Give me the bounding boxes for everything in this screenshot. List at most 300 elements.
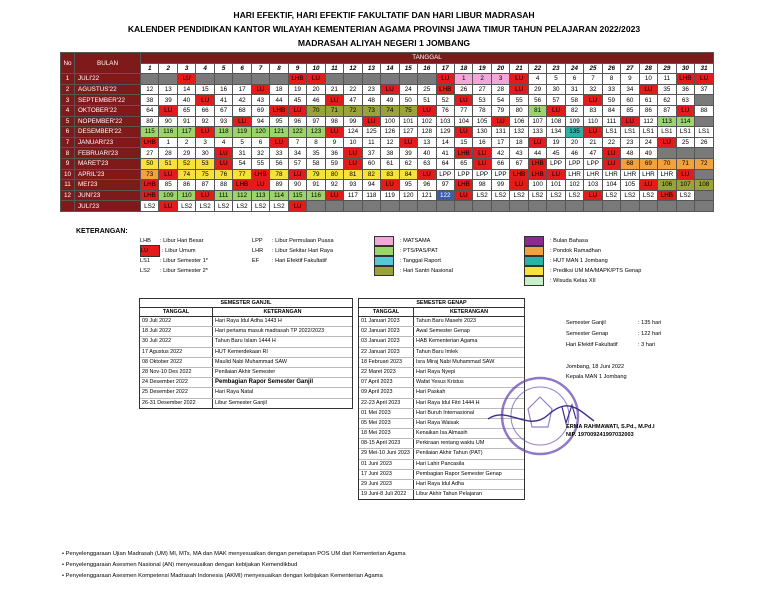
- day-cell: 78: [270, 169, 288, 180]
- day-cell: LU: [251, 84, 269, 95]
- day-cell: 22: [602, 137, 620, 148]
- day-cell: LHB: [510, 169, 528, 180]
- day-cell: 75: [196, 169, 214, 180]
- day-cell: 91: [307, 180, 325, 191]
- day-cell: 56: [528, 95, 546, 106]
- day-cell: LPP: [547, 158, 565, 169]
- schedule-date: 22 Maret 2023: [359, 368, 414, 377]
- legend-item: [140, 246, 208, 256]
- day-cell: [584, 201, 602, 212]
- day-cell: [418, 74, 436, 85]
- day-cell: 135: [565, 127, 583, 138]
- day-cell: 11: [658, 74, 676, 85]
- day-cell: LU: [344, 148, 362, 159]
- row-number: 7: [61, 137, 75, 148]
- day-cell: 55: [251, 158, 269, 169]
- day-cell: 19: [547, 137, 565, 148]
- day-cell: 62: [399, 158, 417, 169]
- day-cell: 114: [676, 116, 694, 127]
- legend-text: : Hari Santri Nasional: [400, 268, 453, 274]
- semester-genap-header: [359, 308, 524, 317]
- day-cell: 72: [344, 105, 362, 116]
- day-cell: LS1: [658, 127, 676, 138]
- day-cell: 33: [602, 84, 620, 95]
- day-cell: [695, 95, 714, 106]
- day-cell: LU: [454, 127, 472, 138]
- day-cell: 64: [141, 105, 159, 116]
- day-cell: 30: [547, 84, 565, 95]
- day-number: 13: [362, 63, 380, 74]
- day-cell: LHB: [436, 84, 454, 95]
- day-cell: 103: [436, 116, 454, 127]
- day-cell: LHR: [584, 169, 602, 180]
- day-cell: LU: [325, 190, 343, 201]
- day-number: 31: [695, 63, 714, 74]
- day-number: 6: [233, 63, 251, 74]
- tanggal-header: TANGGAL: [141, 53, 714, 64]
- schedule-date: 18 Februari 2023: [359, 358, 414, 367]
- day-cell: 86: [177, 180, 195, 191]
- day-cell: 64: [436, 158, 454, 169]
- row-number: 2: [61, 84, 75, 95]
- summary-label: Hari Efektif Fakultatif: [566, 342, 618, 348]
- day-cell: 127: [399, 127, 417, 138]
- legend-text: : Libur Semester 1*: [160, 258, 208, 264]
- day-number: 27: [621, 63, 639, 74]
- legend-colors-1: [374, 236, 453, 276]
- day-cell: 54: [233, 158, 251, 169]
- day-cell: LU: [695, 74, 714, 85]
- legend-code: EF: [252, 258, 260, 264]
- schedule-date: 29 Mei-10 Juni 2023: [359, 449, 414, 458]
- day-cell: 23: [362, 84, 380, 95]
- month-label: NOPEMBER'22: [75, 116, 141, 127]
- day-cell: LU: [418, 105, 436, 116]
- day-number: 18: [454, 63, 472, 74]
- day-cell: 8: [602, 74, 620, 85]
- day-cell: 80: [510, 105, 528, 116]
- schedule-date: 26-31 Desember 2022: [140, 399, 213, 408]
- schedule-date: 17 Juni 2023: [359, 470, 414, 479]
- calendar-body: [61, 74, 714, 212]
- day-cell: 93: [344, 180, 362, 191]
- day-number: 15: [399, 63, 417, 74]
- day-cell: 3: [491, 74, 509, 85]
- legend-text: : Libur Umum: [162, 248, 196, 254]
- day-cell: LPP: [565, 158, 583, 169]
- day-cell: 119: [381, 190, 399, 201]
- day-cell: 111: [602, 116, 620, 127]
- day-cell: LU: [177, 74, 195, 85]
- day-cell: 66: [196, 105, 214, 116]
- day-cell: LU: [325, 95, 343, 106]
- legend-code: LS1: [140, 258, 150, 264]
- day-cell: [510, 201, 528, 212]
- schedule-row: [359, 460, 524, 470]
- schedule-description: Pembagian Rapor Semester Genap: [416, 470, 502, 477]
- day-cell: LS2: [639, 190, 657, 201]
- day-cell: 14: [177, 84, 195, 95]
- day-cell: LS2: [233, 201, 251, 212]
- day-cell: 6: [565, 74, 583, 85]
- day-number: 25: [584, 63, 602, 74]
- day-cell: 7: [584, 74, 602, 85]
- day-cell: 82: [565, 105, 583, 116]
- day-cell: 99: [344, 116, 362, 127]
- schedule-description: Hari pertama masuk madrasah TP 2022/2023: [215, 328, 325, 335]
- summary-value: : 3 hari: [638, 342, 656, 348]
- day-cell: LU: [510, 180, 528, 191]
- schedule-date: 22-23 April 2023: [359, 399, 414, 408]
- day-number: 9: [288, 63, 306, 74]
- day-cell: [362, 74, 380, 85]
- day-cell: 36: [676, 84, 694, 95]
- day-cell: [695, 169, 714, 180]
- day-cell: 92: [325, 180, 343, 191]
- day-cell: LU: [196, 127, 214, 138]
- day-number: 20: [491, 63, 509, 74]
- day-cell: LU: [288, 201, 306, 212]
- schedule-description: Perkiraan rentang waktu UM: [416, 440, 485, 447]
- day-cell: LHB: [270, 105, 288, 116]
- footnote-item: [62, 560, 406, 571]
- semester-ganjil-table: [139, 298, 353, 409]
- day-cell: 9: [621, 74, 639, 85]
- title-line-1: HARI EFEKTIF, HARI EFEKTIF FAKULTATIF DAN HARI LIBUR MADRASAH: [233, 10, 535, 20]
- day-cell: 82: [362, 169, 380, 180]
- day-cell: 108: [695, 180, 714, 191]
- calendar-table: [60, 52, 714, 212]
- day-cell: 20: [307, 84, 325, 95]
- day-cell: 115: [141, 127, 159, 138]
- schedule-date: 19 Juni-8 Juli 2022: [359, 490, 414, 499]
- col-keterangan: KETERANGAN: [449, 309, 489, 315]
- day-cell: 102: [418, 116, 436, 127]
- schedule-description: Tahun Baru Islam 1444 H: [215, 338, 276, 345]
- schedule-description: Hari Paskah: [416, 389, 446, 396]
- schedule-description: Libur Semester Ganjil: [215, 399, 267, 406]
- day-cell: 100: [528, 180, 546, 191]
- day-cell: [344, 74, 362, 85]
- day-cell: 27: [141, 148, 159, 159]
- day-cell: 107: [676, 180, 694, 191]
- schedule-date: 05 Mei 2023: [359, 419, 414, 428]
- legend-item: [252, 256, 334, 266]
- day-cell: 38: [141, 95, 159, 106]
- schedule-row: [359, 337, 524, 347]
- day-cell: 27: [473, 84, 491, 95]
- day-cell: 90: [159, 116, 177, 127]
- day-cell: LU: [639, 84, 657, 95]
- day-cell: [233, 74, 251, 85]
- day-cell: [381, 201, 399, 212]
- legend-text: : Tanggal Raport: [400, 258, 441, 264]
- day-cell: 29: [177, 148, 195, 159]
- day-cell: LS1: [602, 127, 620, 138]
- day-cell: LU: [159, 201, 177, 212]
- day-cell: 126: [381, 127, 399, 138]
- day-cell: 76: [436, 105, 454, 116]
- day-cell: [325, 74, 343, 85]
- day-cell: 92: [196, 116, 214, 127]
- schedule-description: Penilaian Akhir Tahun (PAT): [416, 450, 483, 457]
- day-cell: LU: [159, 169, 177, 180]
- day-cell: 21: [325, 84, 343, 95]
- legend-swatch: [524, 266, 544, 276]
- day-cell: [676, 201, 694, 212]
- day-cell: 29: [528, 84, 546, 95]
- schedule-row: [140, 317, 352, 327]
- day-cell: 88: [695, 105, 714, 116]
- schedule-description: Isra Miraj Nabi Muhammad SAW: [416, 358, 495, 365]
- month-label: JUNI'23: [75, 190, 141, 201]
- day-cell: 1: [454, 74, 472, 85]
- row-number: 5: [61, 116, 75, 127]
- schedule-date: 01 Januari 2023: [359, 317, 414, 326]
- schedule-description: Hari Raya Idul Adha 1443 H: [215, 318, 282, 324]
- row-number: 4: [61, 105, 75, 116]
- schedule-description: Maulid Nabi Muhammad SAW: [215, 358, 287, 365]
- day-cell: LS2: [547, 190, 565, 201]
- legend-item: [524, 256, 641, 266]
- day-cell: [565, 201, 583, 212]
- day-cell: 60: [621, 95, 639, 106]
- summary-row: [566, 340, 661, 351]
- day-cell: 121: [270, 127, 288, 138]
- schedule-date: 01 Juni 2023: [359, 460, 414, 469]
- schedule-description: HAB Kementerian Agama: [416, 338, 478, 345]
- day-number: 17: [436, 63, 454, 74]
- day-number: 26: [602, 63, 620, 74]
- legend-text: : HUT MAN 1 Jombang: [550, 258, 608, 264]
- day-cell: 46: [307, 95, 325, 106]
- day-cell: LS2: [177, 201, 195, 212]
- footnotes: [62, 549, 406, 582]
- day-cell: 78: [473, 105, 491, 116]
- schedule-description: HUT Kemerdekaan RI: [215, 348, 268, 355]
- day-cell: 83: [381, 169, 399, 180]
- day-cell: 134: [547, 127, 565, 138]
- day-cell: 104: [454, 116, 472, 127]
- day-cell: [473, 201, 491, 212]
- day-cell: 26: [454, 84, 472, 95]
- day-cell: 12: [141, 84, 159, 95]
- legend-text: : Libur Permulaan Puasa: [272, 238, 334, 244]
- day-cell: LS2: [214, 201, 232, 212]
- schedule-description: Hari Raya Waisak: [416, 419, 459, 426]
- day-cell: [491, 201, 509, 212]
- day-cell: 10: [344, 137, 362, 148]
- title-line-3: MADRASAH ALIYAH NEGERI 1 JOMBANG: [297, 38, 471, 48]
- day-cell: 94: [251, 116, 269, 127]
- legend-swatch: [524, 246, 544, 256]
- day-cell: LHB: [528, 158, 546, 169]
- day-cell: 118: [362, 190, 380, 201]
- day-cell: 68: [621, 158, 639, 169]
- day-cell: 99: [491, 180, 509, 191]
- signature-position: Kepala MAN 1 Jombang: [566, 374, 627, 380]
- legend-item: [252, 246, 334, 256]
- day-cell: 67: [214, 105, 232, 116]
- day-cell: 24: [399, 84, 417, 95]
- day-cell: 74: [381, 105, 399, 116]
- day-number: 12: [344, 63, 362, 74]
- schedule-date: 01 Mei 2023: [359, 409, 414, 418]
- footnote-item: [62, 549, 406, 560]
- day-cell: 46: [565, 148, 583, 159]
- day-cell: LU: [381, 84, 399, 95]
- day-cell: LU: [621, 116, 639, 127]
- day-cell: 122: [288, 127, 306, 138]
- day-cell: LU: [676, 105, 694, 116]
- day-cell: 42: [491, 148, 509, 159]
- day-cell: LS2: [270, 201, 288, 212]
- month-label: AGUSTUS'22: [75, 84, 141, 95]
- schedule-row: [140, 348, 352, 358]
- document-titles: [0, 8, 768, 50]
- day-cell: 117: [177, 127, 195, 138]
- day-cell: 5: [547, 74, 565, 85]
- day-cell: LU: [602, 148, 620, 159]
- day-cell: 59: [325, 158, 343, 169]
- title-line-2: KALENDER PENDIDIKAN KANTOR WILAYAH KEMENTERIAN AGAMA PROVINSI JAWA TIMUR TAHUN PELAJARAN 2022/2023: [127, 24, 641, 34]
- day-cell: 48: [621, 148, 639, 159]
- legend-swatch: [374, 236, 394, 246]
- summary-value: : 135 hari: [638, 320, 662, 326]
- legend-item: [140, 256, 208, 266]
- day-cell: 14: [436, 137, 454, 148]
- schedule-date: 18 Mei 2023: [359, 429, 414, 438]
- schedule-date: 22 Januari 2023: [359, 348, 414, 357]
- keterangan-title: KETERANGAN:: [76, 228, 128, 235]
- day-cell: LPP: [491, 169, 509, 180]
- day-cell: 98: [325, 116, 343, 127]
- legend-item: [524, 266, 641, 276]
- day-number: 16: [418, 63, 436, 74]
- day-cell: 32: [251, 148, 269, 159]
- day-cell: [214, 74, 232, 85]
- day-cell: 17: [233, 84, 251, 95]
- day-cell: [325, 201, 343, 212]
- day-cell: 74: [177, 169, 195, 180]
- day-cell: 86: [639, 105, 657, 116]
- row-number: 11: [61, 180, 75, 191]
- day-cell: 110: [177, 190, 195, 201]
- calendar-row: [61, 95, 714, 106]
- schedule-row: [140, 337, 352, 347]
- month-label: DESEMBER'22: [75, 127, 141, 138]
- day-cell: LS2: [621, 190, 639, 201]
- schedule-date: 24 Desember 2022: [140, 378, 213, 387]
- day-cell: 51: [418, 95, 436, 106]
- day-cell: [695, 201, 714, 212]
- day-number: 19: [473, 63, 491, 74]
- day-cell: 58: [307, 158, 325, 169]
- day-cell: 23: [621, 137, 639, 148]
- day-number: 5: [214, 63, 232, 74]
- row-number: 9: [61, 158, 75, 169]
- day-cell: 34: [288, 148, 306, 159]
- day-cell: LHB: [233, 180, 251, 191]
- day-cell: LHB: [676, 74, 694, 85]
- day-cell: 119: [233, 127, 251, 138]
- day-cell: LU: [454, 95, 472, 106]
- day-cell: 79: [307, 169, 325, 180]
- schedule-row: [359, 490, 524, 499]
- day-cell: 40: [177, 95, 195, 106]
- day-cell: LU: [584, 190, 602, 201]
- day-number: 24: [565, 63, 583, 74]
- day-cell: 40: [418, 148, 436, 159]
- day-cell: 50: [399, 95, 417, 106]
- footnote-text: Penyelenggaraan Asesmen Kompetensi Madrasah Indonesia (AKMI) menyesuaikan dengan kebijakan Kementerian Agama: [65, 573, 383, 579]
- day-cell: [602, 201, 620, 212]
- col-tanggal: TANGGAL: [140, 308, 213, 316]
- day-cell: 106: [658, 180, 676, 191]
- day-cell: 81: [344, 169, 362, 180]
- day-cell: 32: [584, 84, 602, 95]
- legend-code: LPP: [252, 238, 263, 244]
- day-cell: 51: [159, 158, 177, 169]
- day-cell: 112: [233, 190, 251, 201]
- day-cell: 112: [639, 116, 657, 127]
- legend-text: : Pondok Ramadhan: [550, 248, 601, 254]
- day-cell: 43: [510, 148, 528, 159]
- day-cell: 113: [251, 190, 269, 201]
- day-cell: 130: [473, 127, 491, 138]
- day-cell: 91: [177, 116, 195, 127]
- legend-codes-1: [140, 236, 208, 276]
- day-cell: 21: [584, 137, 602, 148]
- day-cell: LU: [658, 137, 676, 148]
- day-cell: 42: [233, 95, 251, 106]
- calendar-row: [61, 190, 714, 201]
- schedule-row: [359, 317, 524, 327]
- day-cell: LU: [491, 116, 509, 127]
- day-cell: 118: [214, 127, 232, 138]
- row-number: 3: [61, 95, 75, 106]
- day-cell: LPP: [454, 169, 472, 180]
- legend-item: [374, 246, 453, 256]
- schedule-date: 25 Desember 2022: [140, 388, 213, 397]
- day-cell: LHB: [141, 137, 159, 148]
- day-cell: 26: [695, 137, 714, 148]
- day-cell: 117: [344, 190, 362, 201]
- schedule-date: 08-15 April 2023: [359, 439, 414, 448]
- day-cell: LU: [196, 95, 214, 106]
- day-cell: LU: [473, 148, 491, 159]
- schedule-row: [140, 399, 352, 408]
- calendar-row: [61, 148, 714, 159]
- schedule-row: [140, 388, 352, 398]
- day-cell: 15: [196, 84, 214, 95]
- legend-text: : Hari Efektif Fakultatif: [272, 258, 327, 264]
- day-cell: 132: [510, 127, 528, 138]
- day-cell: [399, 201, 417, 212]
- day-cell: 52: [177, 158, 195, 169]
- schedule-description: Libur Akhir Tahun Pelajaran: [416, 491, 482, 498]
- day-cell: 2: [177, 137, 195, 148]
- month-label: MARET'23: [75, 158, 141, 169]
- day-cell: LS2: [565, 190, 583, 201]
- signature-nip: NIP. 197009241997032003: [566, 432, 634, 438]
- day-cell: 70: [658, 158, 676, 169]
- day-cell: 28: [491, 84, 509, 95]
- day-cell: 44: [270, 95, 288, 106]
- bullet-icon: •: [62, 562, 66, 568]
- schedule-row: [140, 327, 352, 337]
- semester-ganjil-header: [140, 308, 352, 317]
